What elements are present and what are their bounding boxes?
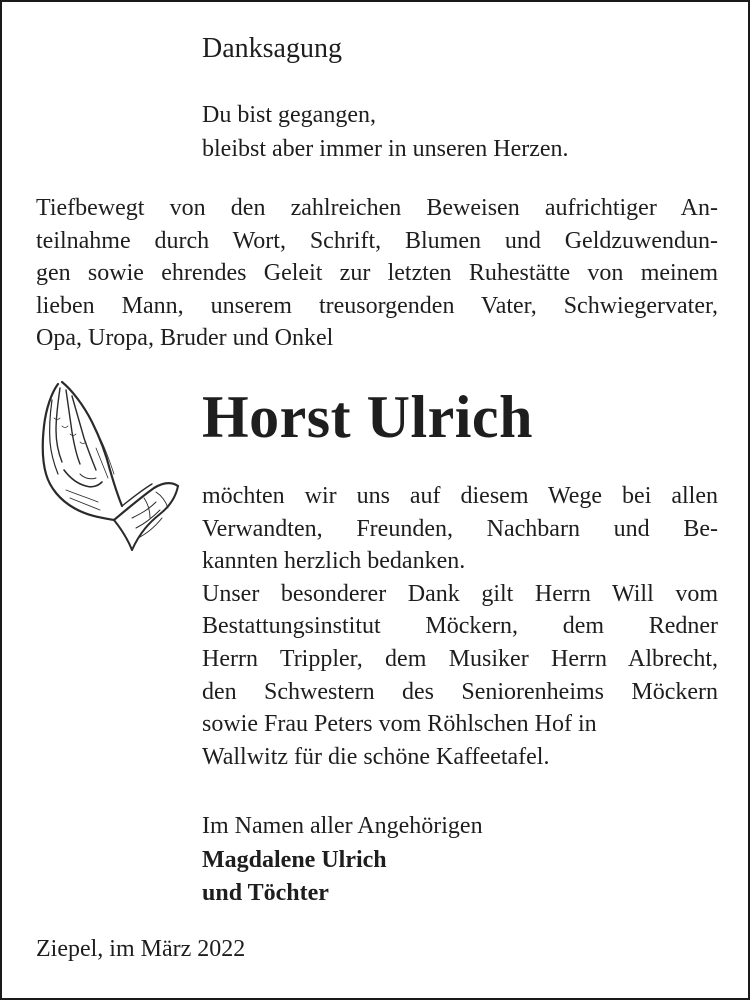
intro-line: teilnahme durch Wort, Schrift, Blumen und Geldzuwendun- <box>36 227 718 254</box>
intro-line: Opa, Uropa, Bruder und Onkel <box>36 325 334 351</box>
intro-paragraph <box>36 192 718 355</box>
thanks-paragraph <box>202 480 718 773</box>
thanks-line: Unser besonderer Dank gilt Herrn Will vom <box>202 580 718 607</box>
signer-suffix: und Töchter <box>202 880 329 906</box>
praying-hands-icon <box>36 378 186 562</box>
notice-heading: Danksagung <box>202 33 342 64</box>
motto-line: Du bist gegangen, <box>202 102 376 128</box>
thanks-line: Wallwitz für die schöne Kaffeetafel. <box>202 743 550 770</box>
thanks-line: möchten wir uns auf diesem Wege bei allen <box>202 483 718 509</box>
memorial-motto <box>202 98 569 166</box>
intro-line: Tiefbewegt von den zahlreichen Beweisen aufrichtiger An- <box>36 195 718 221</box>
signer-name: Magdalene Ulrich <box>202 846 387 873</box>
signoff-block <box>202 810 483 911</box>
intro-line: lieben Mann, unserem treusorgenden Vater, Schwiegervater, <box>36 292 718 319</box>
place-date: Ziepel, im März 2022 <box>36 936 246 962</box>
thanks-line: Verwandten, Freunden, Nachbarn und Be- <box>202 515 718 542</box>
thanks-line: Bestattungsinstitut Möckern, dem Redner <box>202 613 718 640</box>
thanks-line: sowie Frau Peters vom Röhlschen Hof in <box>202 711 597 738</box>
signoff-line: Im Namen aller Angehörigen <box>202 813 483 839</box>
thanks-line: Herrn Trippler, dem Musiker Herrn Albrecht, <box>202 645 718 672</box>
intro-line: gen sowie ehrendes Geleit zur letzten Ruhestätte von meinem <box>36 260 718 286</box>
motto-line: bleibst aber immer in unseren Herzen. <box>202 136 569 162</box>
thanks-line: den Schwestern des Seniorenheims Möckern <box>202 678 718 705</box>
thanks-line: kannten herzlich bedanken. <box>202 548 466 575</box>
deceased-name: Horst Ulrich <box>202 384 533 450</box>
